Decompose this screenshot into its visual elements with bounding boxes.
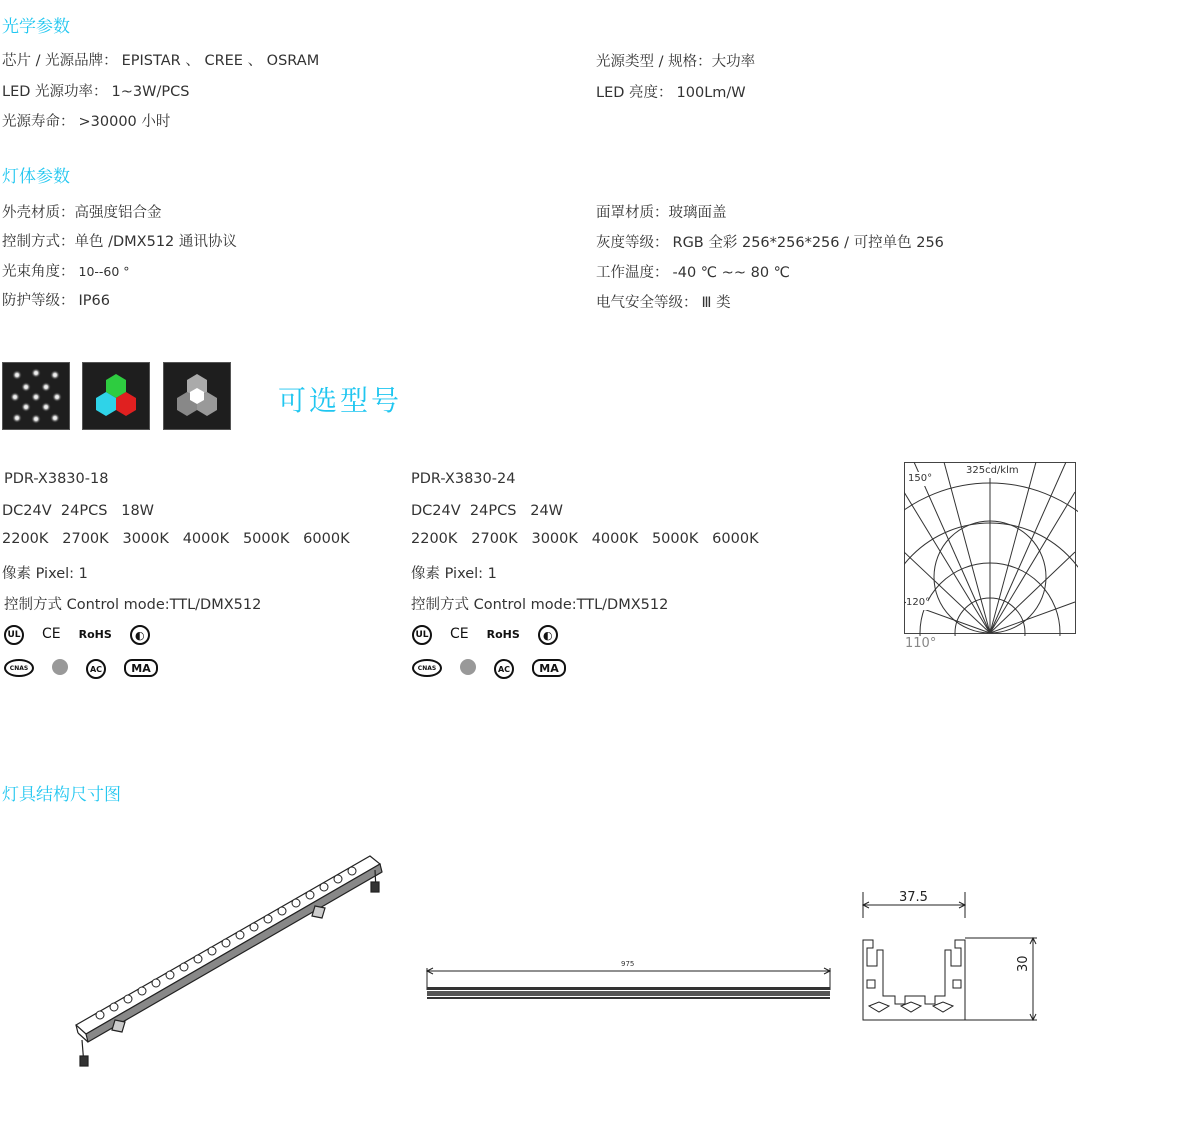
cert-row-2 (4, 659, 176, 679)
cert-row-1 (412, 625, 576, 645)
spec-row: 电气安全等级： Ⅲ 类 (596, 295, 731, 311)
ce-cert-icon: CE (450, 626, 469, 642)
model-spec: DC24V 24PCS 18W (2, 503, 155, 519)
body-section-title: 灯体参数 (2, 167, 70, 187)
ce-cert-icon: CE (42, 626, 61, 642)
cal-cert-icon: AC (494, 659, 514, 679)
rgb-color-icon (82, 362, 150, 430)
cnas-cert-icon: CNAS (4, 659, 34, 677)
model-name: PDR-X3830-18 (4, 471, 109, 487)
model-name: PDR-X3830-24 (411, 471, 516, 487)
width-dimension-label: 37.5 (899, 890, 928, 905)
single-color-leds-icon (2, 362, 70, 430)
angle-150-label: 150° (908, 473, 933, 484)
fixture-isometric-drawing (70, 850, 390, 1075)
fixture-length-drawing (425, 960, 833, 1002)
cert-row-1 (4, 625, 168, 645)
cma-cert-icon: MA (124, 659, 158, 677)
spec-row: 光束角度： 10--60 ° (2, 264, 130, 280)
recycle-cert-icon: ◐ (538, 625, 558, 645)
height-dimension-label: 30 (1016, 955, 1031, 972)
recycle-cert-icon: ◐ (130, 625, 150, 645)
length-dimension-label: 975 (621, 960, 635, 968)
globe-cert-icon (460, 659, 476, 675)
model-control: 控制方式 Control mode:TTL/DMX512 (411, 597, 669, 613)
spec-row: LED 光源功率： 1~3W/PCS (2, 84, 190, 100)
cnas-cert-icon: CNAS (412, 659, 442, 677)
ul-cert-icon: UL (4, 625, 24, 645)
spec-row: 光源寿命： >30000 小时 (2, 114, 171, 130)
model-cct: 2200K 2700K 3000K 4000K 5000K 6000K (411, 531, 759, 547)
angle-120-label: 120° (906, 597, 931, 608)
spec-row: LED 亮度： 100Lm/W (596, 85, 746, 101)
ul-cert-icon: UL (412, 625, 432, 645)
light-distribution-diagram (904, 462, 1078, 636)
model-spec: DC24V 24PCS 24W (411, 503, 564, 519)
monochrome-color-icon (163, 362, 231, 430)
spec-row: 外壳材质：高强度铝合金 (2, 205, 162, 221)
globe-cert-icon (52, 659, 68, 675)
spec-row: 芯片 / 光源品牌： EPISTAR 、 CREE 、 OSRAM (2, 53, 320, 69)
structure-section-title: 灯具结构尺寸图 (2, 785, 121, 805)
rohs-cert-icon: RoHS (78, 627, 112, 641)
cal-cert-icon: AC (86, 659, 106, 679)
beam-angle-label: 110° (905, 636, 937, 651)
spec-row: 面罩材质：玻璃面盖 (596, 205, 727, 221)
model-cct: 2200K 2700K 3000K 4000K 5000K 6000K (2, 531, 350, 547)
optical-section-title: 光学参数 (2, 17, 70, 37)
spec-row: 控制方式：单色 /DMX512 通讯协议 (2, 234, 237, 250)
spec-row: 工作温度： -40 ℃ ~~ 80 ℃ (596, 265, 790, 281)
model-pixel: 像素 Pixel: 1 (2, 566, 88, 582)
rohs-cert-icon: RoHS (486, 627, 520, 641)
spec-row: 光源类型 / 规格：大功率 (596, 54, 756, 70)
fixture-cross-section-drawing (855, 888, 1040, 1028)
cma-cert-icon: MA (532, 659, 566, 677)
cert-row-2 (412, 659, 584, 679)
spec-row: 防护等级： IP66 (2, 293, 110, 309)
intensity-label: 325cd/klm (966, 465, 1019, 476)
model-pixel: 像素 Pixel: 1 (411, 566, 497, 582)
spec-row: 灰度等级： RGB 全彩 256*256*256 / 可控单色 256 (596, 235, 944, 251)
options-title: 可选型号 (278, 384, 403, 417)
model-control: 控制方式 Control mode:TTL/DMX512 (4, 597, 262, 613)
